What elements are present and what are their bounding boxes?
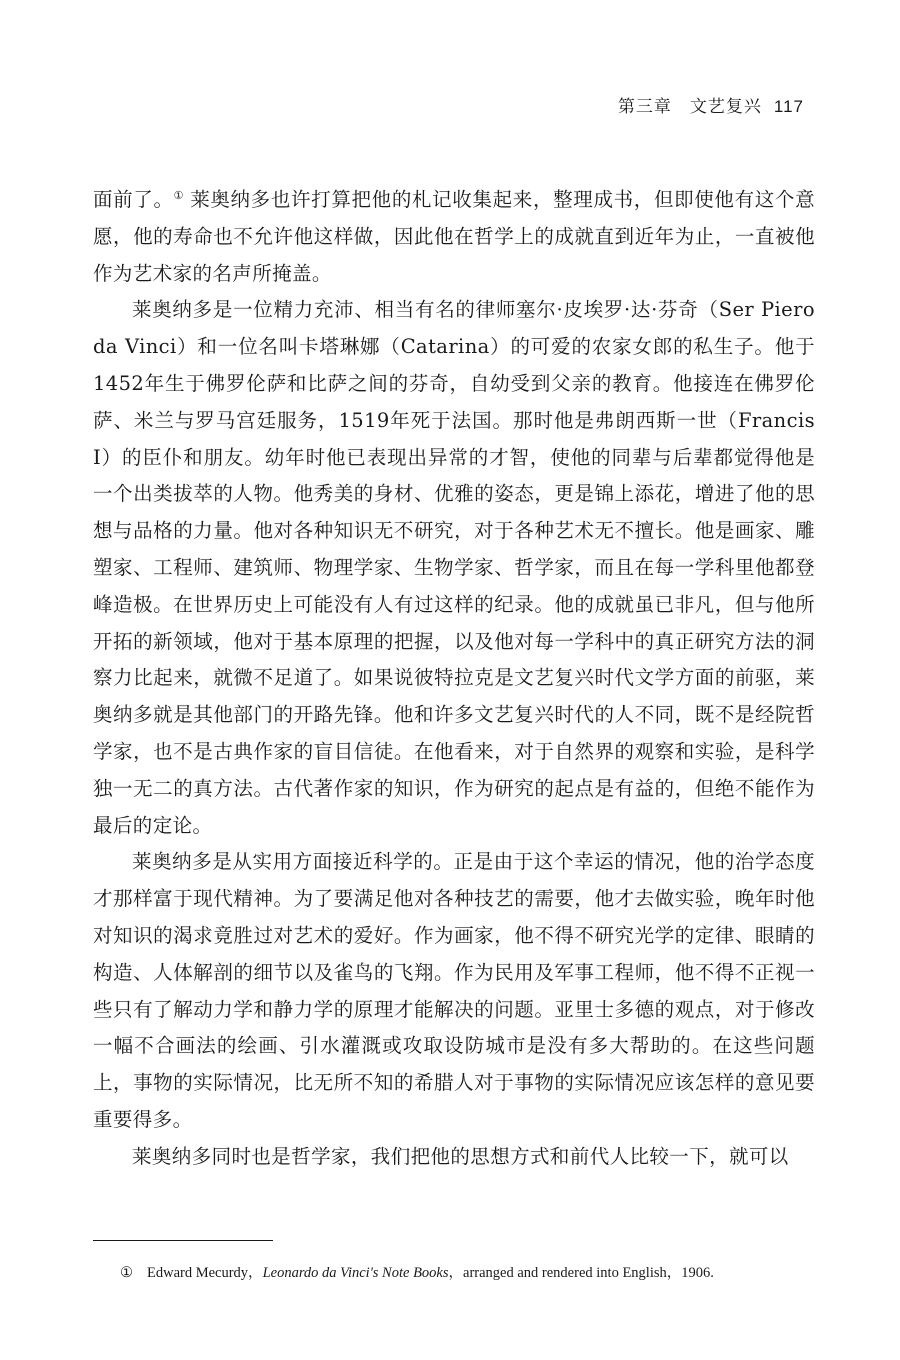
body-text	[93, 182, 815, 1176]
chapter-number: 第三章	[617, 97, 672, 117]
paragraph-text: 面前了。	[93, 188, 174, 211]
footnote-reference[interactable]: ①	[173, 189, 185, 202]
chapter-title: 文艺复兴	[689, 97, 762, 117]
paragraph: 莱奥纳多是从实用方面接近科学的。正是由于这个幸运的情况，他的治学态度才那样富于现代精神。为了要满足他对各种技艺的需要，他才去做实验，晚年时他对知识的渴求竟胜过对艺术的爱好。作为画家，他不得不研究光学的定律、眼睛的构造、人体解剖的细节以及雀鸟的飞翔。作为民用及军事工程师，他不得不正视一些只有了解动力学和静力学的原理才能解决的问题。亚里士多德的观点，对于修改一幅不合画法的绘画、引水灌溉或攻取设防城市是没有多大帮助的。在这些问题上，事物的实际情况，比无所不知的希腊人对于事物的实际情况应该怎样的意见要重要得多。	[93, 850, 815, 1131]
paragraph: 莱奥纳多是一位精力充沛、相当有名的律师塞尔·皮埃罗·达·芬奇（Ser Piero da Vinci）和一位名叫卡塔琳娜（Catarina）的可爱的农家女郎的私生子。他于1452年生于佛罗伦萨和比萨之间的芬奇，自幼受到父亲的教育。他接连在佛罗伦萨、米兰与罗马宫廷服务，1519年死于法国。那时他是弗朗西斯一世（Francis I）的臣仆和朋友。幼年时他已表现出异常的才智，使他的同辈与后辈都觉得他是一个出类拔萃的人物。他秀美的身材、优雅的姿态，更是锦上添花，增进了他的思想与品格的力量。他对各种知识无不研究，对于各种艺术无不擅长。他是画家、雕塑家、工程师、建筑师、物理学家、生物学家、哲学家，而且在每一学科里他都登峰造极。在世界历史上可能没有人有过这样的纪录。他的成就虽已非凡，但与他所开拓的新领域，他对于基本原理的把握，以及他对每一学科中的真正研究方法的洞察力比起来，就微不足道了。如果说彼特拉克是文艺复兴时代文学方面的前驱，莱奥纳多就是其他部门的开路先锋。他和许多文艺复兴时代的人不同，既不是经院哲学家，也不是古典作家的盲目信徒。在他看来，对于自然界的观察和实验，是科学独一无二的真方法。古代著作家的知识，作为研究的起点是有益的，但绝不能作为最后的定论。	[93, 298, 815, 837]
footnote-book-title: Leonardo da Vinci's Note Books	[262, 1265, 449, 1281]
footnote	[120, 1263, 820, 1283]
running-head	[618, 92, 804, 117]
paragraph-continued	[93, 182, 815, 292]
paragraph-text: 莱奥纳多也许打算把他的札记收集起来，整理成书，但即使他有这个意愿，他的寿命也不允许他这样做，因此他在哲学上的成就直到近年为止，一直被他作为艺术家的名声所掩盖。	[93, 188, 815, 285]
page-number: 117	[773, 97, 804, 116]
paragraph: 莱奥纳多同时也是哲学家，我们把他的思想方式和前代人比较一下，就可以	[132, 1144, 789, 1168]
footnote-rule	[93, 1240, 273, 1241]
footnote-author: Edward Mecurdy，	[147, 1265, 263, 1281]
footnote-marker: ①	[120, 1265, 133, 1281]
footnote-details: ，arranged and rendered into English，1906.	[448, 1265, 714, 1281]
